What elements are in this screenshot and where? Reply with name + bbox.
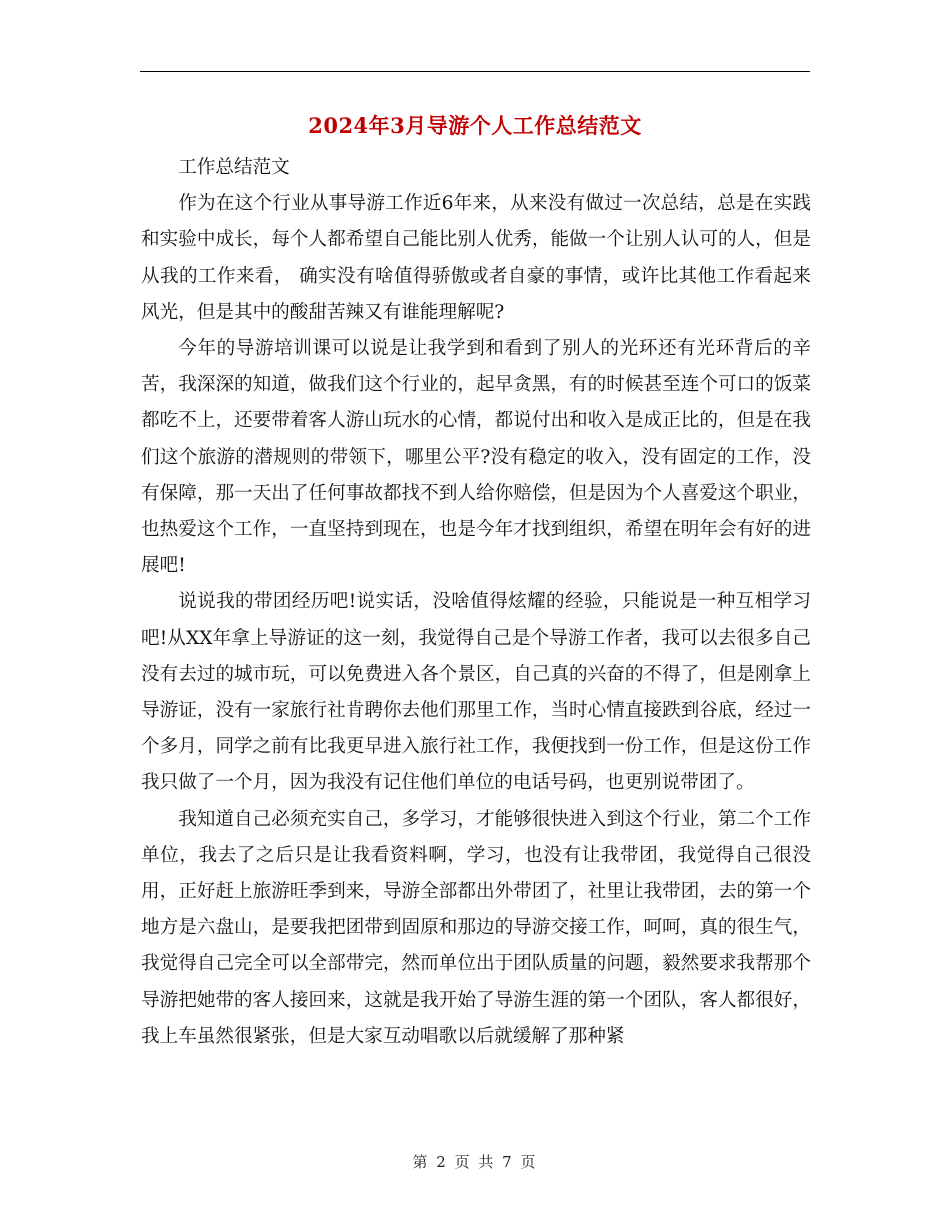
page-number-footer: 第 2 页 共 7 页: [412, 1153, 538, 1171]
paragraph: 今年的导游培训课可以说是让我学到和看到了别人的光环还有光环背后的辛苦，我深深的知道，做我们这个行业的，起早贪黑，有的时候甚至连个可口的饭菜都吃不上，还要带着客人游山玩水的心情，都说付出和收入是成正比的，但是在我们这个旅游的潜规则的带领下，哪里公平?没有稳定的收入，没有固定的工作，没有保障，那一天出了任何事故都找不到人给你赔偿，但是因为个人喜爱这个职业，也热爱这个工作，一直坚持到现在，也是今年才找到组织，希望在明年会有好的进展吧!: [141, 338, 811, 577]
paragraph-subtitle: 工作总结范文: [178, 157, 290, 178]
document-title: 2024年3月导游个人工作总结范文: [308, 113, 642, 138]
paragraph: 我知道自己必须充实自己，多学习，才能够很快进入到这个行业，第二个工作单位，我去了之后只是让我看资料啊，学习，也没有让我带团，我觉得自己很没用，正好赶上旅游旺季到来，导游全部都出外带团了，社里让我带团，去的第一个地方是六盘山，是要我把团带到固原和那边的导游交接工作，呵呵，真的很生气，我觉得自己完全可以全部带完，然而单位出于团队质量的问题，毅然要求我帮那个导游把她带的客人接回来，这就是我开始了导游生涯的第一个团队，客人都很好，我上车虽然很紧张，但是大家互动唱歌以后就缓解了那种紧: [141, 808, 811, 1047]
paragraph: 作为在这个行业从事导游工作近6年来，从来没有做过一次总结，总是在实践和实验中成长，每个人都希望自己能比别人优秀，能做一个让别人认可的人，但是从我的工作来看， 确实没有啥值得骄傲或者自豪的事情，或许比其他工作看起来风光，但是其中的酸甜苦辣又有谁能理解呢?: [141, 193, 811, 323]
header-rule: [140, 71, 810, 72]
paragraph: 说说我的带团经历吧!说实话，没啥值得炫耀的经验，只能说是一种互相学习吧!从XX年拿上导游证的这一刻，我觉得自己是个导游工作者，我可以去很多自己没有去过的城市玩，可以免费进入各个景区，自己真的兴奋的不得了，但是刚拿上导游证，没有一家旅行社肯聘你去他们那里工作，当时心情直接跌到谷底，经过一个多月，同学之前有比我更早进入旅行社工作，我便找到一份工作，但是这份工作我只做了一个月，因为我没有记住他们单位的电话号码，也更别说带团了。: [141, 591, 811, 794]
document-body: [141, 150, 811, 1055]
